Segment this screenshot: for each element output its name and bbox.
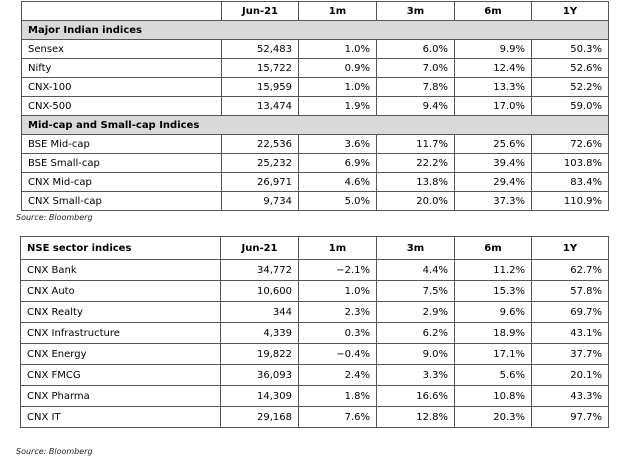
value-cell: 13,474 <box>222 97 299 116</box>
source-note: Source: Bloomberg <box>16 447 93 456</box>
value-cell: 17.0% <box>455 97 532 116</box>
sector-name: CNX Realty <box>21 302 221 323</box>
value-cell: 11.2% <box>455 260 532 281</box>
value-cell: 9.6% <box>455 302 532 323</box>
value-cell: 72.6% <box>532 135 609 154</box>
column-header: Jun-21 <box>221 237 299 260</box>
value-cell: 11.7% <box>377 135 455 154</box>
index-name: CNX Small-cap <box>22 192 222 211</box>
value-cell: 52.2% <box>532 78 609 97</box>
index-name: Nifty <box>22 59 222 78</box>
column-header: 1m <box>299 237 377 260</box>
section-title: Mid-cap and Small-cap Indices <box>22 116 609 135</box>
index-name: CNX-100 <box>22 78 222 97</box>
table-row <box>22 97 609 116</box>
value-cell: 344 <box>221 302 299 323</box>
value-cell: 5.6% <box>455 365 532 386</box>
table-header-row <box>22 2 609 21</box>
sector-name: CNX IT <box>21 407 221 428</box>
table-row <box>21 365 609 386</box>
index-name: CNX-500 <box>22 97 222 116</box>
value-cell: 52.6% <box>532 59 609 78</box>
table-row <box>22 135 609 154</box>
table-row <box>21 344 609 365</box>
value-cell: 4,339 <box>221 323 299 344</box>
value-cell: 69.7% <box>532 302 609 323</box>
index-name: Sensex <box>22 40 222 59</box>
sector-name: CNX Infrastructure <box>21 323 221 344</box>
table-row <box>21 260 609 281</box>
sector-name: CNX Auto <box>21 281 221 302</box>
table-row <box>22 192 609 211</box>
value-cell: 1.9% <box>299 97 377 116</box>
table-row <box>22 78 609 97</box>
value-cell: 9.0% <box>377 344 455 365</box>
value-cell: 36,093 <box>221 365 299 386</box>
value-cell: −0.4% <box>299 344 377 365</box>
value-cell: 2.3% <box>299 302 377 323</box>
value-cell: 2.9% <box>377 302 455 323</box>
section-header-row <box>22 116 609 135</box>
value-cell: 25.6% <box>455 135 532 154</box>
index-name: BSE Small-cap <box>22 154 222 173</box>
value-cell: 20.3% <box>455 407 532 428</box>
value-cell: 15,722 <box>222 59 299 78</box>
value-cell: 6.2% <box>377 323 455 344</box>
sector-name: CNX Bank <box>21 260 221 281</box>
value-cell: 17.1% <box>455 344 532 365</box>
value-cell: 1.0% <box>299 78 377 97</box>
value-cell: 7.8% <box>377 78 455 97</box>
value-cell: 12.4% <box>455 59 532 78</box>
major-indices-table <box>21 1 609 211</box>
table-row <box>22 59 609 78</box>
value-cell: 7.6% <box>299 407 377 428</box>
value-cell: 37.3% <box>455 192 532 211</box>
value-cell: 4.4% <box>377 260 455 281</box>
value-cell: 13.8% <box>377 173 455 192</box>
value-cell: 22.2% <box>377 154 455 173</box>
value-cell: 25,232 <box>222 154 299 173</box>
table-row <box>21 302 609 323</box>
value-cell: 62.7% <box>532 260 609 281</box>
value-cell: 43.1% <box>532 323 609 344</box>
column-header: 1Y <box>532 237 609 260</box>
header-blank-cell <box>22 2 222 21</box>
value-cell: 29,168 <box>221 407 299 428</box>
table-row <box>22 154 609 173</box>
table-row <box>21 281 609 302</box>
column-header: 3m <box>377 237 455 260</box>
value-cell: 2.4% <box>299 365 377 386</box>
column-header: 1m <box>299 2 377 21</box>
value-cell: 39.4% <box>455 154 532 173</box>
value-cell: 37.7% <box>532 344 609 365</box>
value-cell: 22,536 <box>222 135 299 154</box>
value-cell: 1.0% <box>299 281 377 302</box>
value-cell: 3.3% <box>377 365 455 386</box>
table-title: NSE sector indices <box>21 237 221 260</box>
value-cell: 15.3% <box>455 281 532 302</box>
value-cell: 97.7% <box>532 407 609 428</box>
value-cell: 10,600 <box>221 281 299 302</box>
sector-indices-table <box>20 236 609 428</box>
value-cell: 15,959 <box>222 78 299 97</box>
column-header: Jun-21 <box>222 2 299 21</box>
value-cell: 16.6% <box>377 386 455 407</box>
table-row <box>21 386 609 407</box>
value-cell: 9.4% <box>377 97 455 116</box>
column-header: 1Y <box>532 2 609 21</box>
index-name: BSE Mid-cap <box>22 135 222 154</box>
value-cell: 7.5% <box>377 281 455 302</box>
sector-name: CNX Energy <box>21 344 221 365</box>
source-note: Source: Bloomberg <box>16 213 93 222</box>
value-cell: 18.9% <box>455 323 532 344</box>
table-row <box>22 173 609 192</box>
value-cell: 0.3% <box>299 323 377 344</box>
value-cell: 29.4% <box>455 173 532 192</box>
value-cell: 4.6% <box>299 173 377 192</box>
value-cell: 9,734 <box>222 192 299 211</box>
value-cell: 14,309 <box>221 386 299 407</box>
value-cell: 50.3% <box>532 40 609 59</box>
value-cell: 83.4% <box>532 173 609 192</box>
value-cell: 19,822 <box>221 344 299 365</box>
value-cell: −2.1% <box>299 260 377 281</box>
value-cell: 34,772 <box>221 260 299 281</box>
sector-name: CNX FMCG <box>21 365 221 386</box>
section-header-row <box>22 21 609 40</box>
value-cell: 9.9% <box>455 40 532 59</box>
column-header: 6m <box>455 237 532 260</box>
value-cell: 110.9% <box>532 192 609 211</box>
table-row <box>21 407 609 428</box>
index-name: CNX Mid-cap <box>22 173 222 192</box>
value-cell: 1.0% <box>299 40 377 59</box>
value-cell: 20.0% <box>377 192 455 211</box>
value-cell: 6.0% <box>377 40 455 59</box>
table-header-row <box>21 237 609 260</box>
value-cell: 5.0% <box>299 192 377 211</box>
value-cell: 103.8% <box>532 154 609 173</box>
column-header: 3m <box>377 2 455 21</box>
table-row <box>21 323 609 344</box>
table-row <box>22 40 609 59</box>
value-cell: 12.8% <box>377 407 455 428</box>
value-cell: 6.9% <box>299 154 377 173</box>
value-cell: 13.3% <box>455 78 532 97</box>
value-cell: 43.3% <box>532 386 609 407</box>
value-cell: 20.1% <box>532 365 609 386</box>
value-cell: 1.8% <box>299 386 377 407</box>
value-cell: 57.8% <box>532 281 609 302</box>
value-cell: 26,971 <box>222 173 299 192</box>
value-cell: 52,483 <box>222 40 299 59</box>
sector-name: CNX Pharma <box>21 386 221 407</box>
section-title: Major Indian indices <box>22 21 609 40</box>
value-cell: 0.9% <box>299 59 377 78</box>
value-cell: 7.0% <box>377 59 455 78</box>
value-cell: 3.6% <box>299 135 377 154</box>
column-header: 6m <box>455 2 532 21</box>
value-cell: 10.8% <box>455 386 532 407</box>
value-cell: 59.0% <box>532 97 609 116</box>
